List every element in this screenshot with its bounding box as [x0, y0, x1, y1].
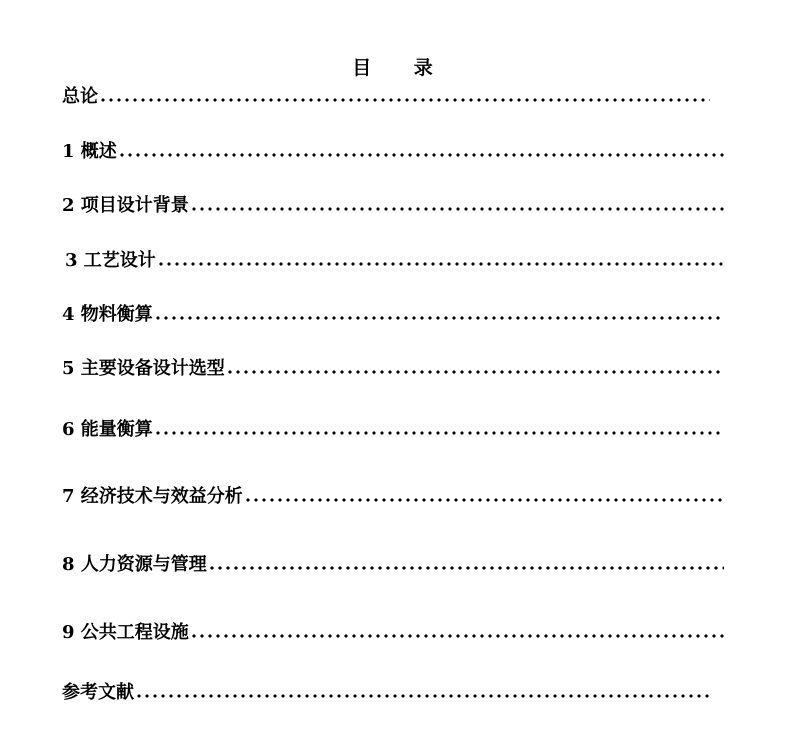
- toc-entry-general: [62, 84, 710, 110]
- toc-entry-label: 1 概述: [62, 141, 117, 162]
- toc-dot-leader: [118, 139, 724, 165]
- toc-entry-label: 5 主要设备设计选型: [62, 358, 225, 379]
- toc-entry-1: [62, 139, 724, 165]
- toc-entry-label: 4 物料衡算: [62, 304, 153, 325]
- toc-dot-leader: [154, 417, 724, 443]
- toc-entry-4: [62, 302, 724, 328]
- toc-entry-label: 2 项目设计背景: [62, 195, 189, 216]
- toc-dot-leader: [226, 356, 724, 382]
- toc-dot-leader: [99, 84, 710, 110]
- toc-entry-8: [62, 552, 724, 578]
- toc-entry-label: 6 能量衡算: [62, 419, 153, 440]
- toc-entry-label: 8 人力资源与管理: [62, 554, 207, 575]
- toc-dot-leader: [190, 193, 724, 219]
- toc-entry-6: [62, 417, 724, 443]
- toc-entry-label: 参考文献: [62, 682, 134, 703]
- toc-entry-label: 7 经济技术与效益分析: [62, 486, 243, 507]
- toc-dot-leader: [190, 620, 724, 646]
- toc-dot-leader: [157, 248, 726, 274]
- toc-entry-label: 3 工艺设计: [65, 250, 156, 271]
- toc-entry-2: [62, 193, 724, 219]
- toc-entry-label: 总论: [62, 86, 98, 107]
- toc-dot-leader: [154, 302, 724, 328]
- toc-entry-5: [62, 356, 724, 382]
- toc-dot-leader: [244, 484, 724, 510]
- toc-entry-references: [62, 680, 710, 706]
- toc-entry-3: [65, 248, 726, 274]
- toc-title: 目 录: [352, 57, 451, 79]
- toc-entry-9: [62, 620, 724, 646]
- toc-dot-leader: [135, 680, 710, 706]
- toc-entry-label: 9 公共工程设施: [62, 622, 189, 643]
- toc-entry-7: [62, 484, 724, 510]
- toc-dot-leader: [208, 552, 724, 578]
